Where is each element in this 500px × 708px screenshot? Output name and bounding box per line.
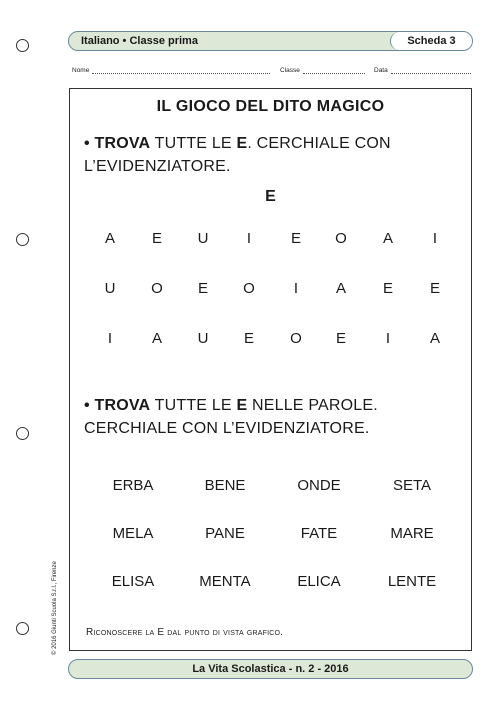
name-label: Nome [72,67,90,74]
letter-cell[interactable]: I [107,330,113,347]
letter-cell[interactable]: O [151,280,163,297]
letter-cell[interactable]: A [382,230,393,247]
letter-cell[interactable]: A [104,230,115,247]
word-cell[interactable]: ERBA [112,477,154,494]
letter-cell[interactable]: U [197,230,209,247]
word-cell[interactable]: MELA [112,525,154,542]
student-fields [72,67,472,79]
letter-cell[interactable]: O [243,280,255,297]
letter-cell[interactable]: E [290,230,301,247]
letter-row [70,330,471,350]
class-line[interactable] [303,67,365,74]
letter-cell[interactable]: E [243,330,254,347]
target-letter: E [265,188,276,205]
word-cell[interactable]: MARE [390,525,434,542]
word-cell[interactable]: FATE [300,525,338,542]
sheet-number: Scheda 3 [390,32,472,50]
instruction-1: • TROVA TUTTE LE E. CERCHIALE CON L’EVIDENZIATORE. [84,135,391,175]
exercise-box [69,88,472,651]
class-label: Classe [280,67,300,74]
word-cell[interactable]: MENTA [199,573,251,590]
letter-cell[interactable]: A [429,330,440,347]
word-row [70,573,471,593]
letter-cell[interactable]: E [382,280,393,297]
letter-cell[interactable]: O [290,330,302,347]
class-field[interactable] [280,67,365,74]
letter-cell[interactable]: A [335,280,346,297]
letter-cell[interactable]: I [385,330,391,347]
copyright-notice: © 2016 Giunti Scuola S.r.l., Firenze [52,561,58,655]
word-row [70,477,471,497]
letter-cell[interactable]: A [151,330,162,347]
exercise-title: IL GIOCO DEL DITO MAGICO [156,98,385,115]
word-cell[interactable]: SETA [392,477,432,494]
word-cell[interactable]: LENTE [387,573,437,590]
letter-cell[interactable]: U [104,280,116,297]
name-field[interactable] [72,67,270,74]
date-label: Data [374,67,388,74]
letter-cell[interactable]: I [293,280,299,297]
letter-cell[interactable]: E [429,280,440,297]
date-line[interactable] [391,67,471,74]
word-row [70,525,471,545]
binder-hole [16,427,29,440]
word-cell[interactable]: ELICA [297,573,341,590]
word-cell[interactable]: ONDE [297,477,341,494]
word-cell[interactable]: PANE [205,525,245,542]
letter-row [70,280,471,300]
learning-objective-note: Riconoscere la E dal punto di vista grafico. [86,627,284,638]
letter-cell[interactable]: I [432,230,438,247]
bullet-icon: • [84,135,90,152]
letter-row [70,230,471,250]
letter-cell[interactable]: E [151,230,162,247]
bullet-icon: • [84,397,90,414]
binder-hole [16,622,29,635]
letter-cell[interactable]: O [335,230,347,247]
date-field[interactable] [374,67,471,74]
word-cell[interactable]: ELISA [111,573,155,590]
letter-cell[interactable]: I [246,230,252,247]
letter-cell[interactable]: E [197,280,208,297]
subject-label: Italiano • Classe prima [81,35,198,47]
name-line[interactable] [92,67,270,74]
publication-footer: La Vita Scolastica - n. 2 - 2016 [68,659,473,679]
worksheet-header [68,31,473,51]
letter-cell[interactable]: U [197,330,209,347]
instruction-2: • TROVA TUTTE LE E NELLE PAROLE. CERCHIALE CON L’EVIDENZIATORE. [84,397,378,437]
letter-cell[interactable]: E [335,330,346,347]
binder-hole [16,39,29,52]
binder-hole [16,233,29,246]
word-cell[interactable]: BENE [204,477,246,494]
